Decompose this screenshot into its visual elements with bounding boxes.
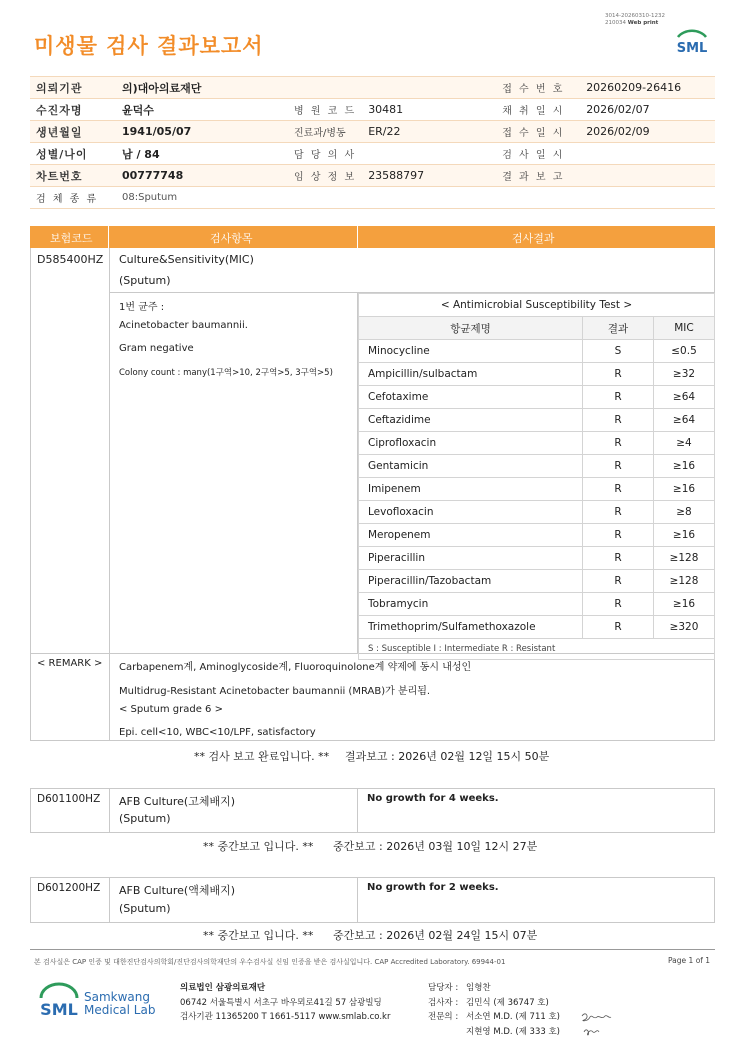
mic-value: ≥16 (654, 478, 715, 501)
remark-label: < REMARK > (37, 658, 103, 669)
sir-result: R (583, 547, 654, 570)
remark-line: Epi. cell<10, WBC<10/LPF, satisfactory (119, 727, 316, 738)
drug-name: Trimethoprim/Sulfamethoxazole (359, 616, 583, 639)
info-label: 검 사 일 시 (496, 143, 580, 165)
test1-code: D585400HZ (37, 253, 104, 266)
mic-value: ≥320 (654, 616, 715, 639)
table-row (359, 409, 715, 432)
page-number: Page 1 of 1 (668, 956, 711, 965)
info-value: 1941/05/07 (116, 121, 288, 143)
drug-name: Imipenem (359, 478, 583, 501)
doc-code: 3014-20260310-1232 (605, 13, 665, 19)
header-item: 검사항목 (210, 232, 253, 245)
info-value: 2026/02/07 (580, 99, 715, 121)
test1-report-time: 결과보고 : 2026년 02월 12일 15시 50분 (345, 750, 550, 763)
ast-col-drug: 항균제명 (359, 317, 583, 340)
info-label: 검 체 종 류 (30, 187, 116, 209)
info-value (580, 187, 715, 209)
info-value (362, 143, 496, 165)
test1-specimen: (Sputum) (119, 274, 171, 287)
table-row (359, 432, 715, 455)
drug-name: Ceftazidime (359, 409, 583, 432)
test2-name: AFB Culture(고체배지) (119, 795, 236, 808)
drug-name: Meropenem (359, 524, 583, 547)
sir-result: R (583, 432, 654, 455)
info-value: 윤덕수 (116, 99, 288, 121)
info-row (30, 143, 715, 165)
info-value: 남 / 84 (116, 143, 288, 165)
organism-name: Acinetobacter baumannii. (119, 320, 248, 331)
ast-title-row (359, 294, 715, 317)
result-header (30, 226, 715, 248)
signature (578, 1008, 614, 1041)
header-result: 검사결과 (512, 232, 555, 245)
doc-code-2: 210034 (605, 20, 626, 26)
staff-name: 임형찬 (466, 983, 491, 993)
info-label: 성별/나이 (30, 143, 116, 165)
table-row (359, 478, 715, 501)
ast-title: < Antimicrobial Susceptibility Test > (359, 294, 715, 317)
test2-specimen: (Sputum) (119, 812, 171, 825)
drug-name: Tobramycin (359, 593, 583, 616)
info-value: 2026/02/09 (580, 121, 715, 143)
drug-name: Gentamicin (359, 455, 583, 478)
footer-divider (30, 949, 715, 950)
colony-count: Colony count : many(1구역>10, 2구역>5, 3구역>5) (119, 368, 333, 378)
info-label: 임 상 정 보 (288, 165, 362, 187)
sir-result: R (583, 478, 654, 501)
info-label (288, 77, 362, 99)
remark-line: < Sputum grade 6 > (119, 704, 223, 715)
info-label: 담 당 의 사 (288, 143, 362, 165)
sir-result: R (583, 593, 654, 616)
document-id (605, 13, 665, 27)
brand-name (84, 991, 155, 1017)
test3-result: No growth for 2 weeks. (367, 882, 499, 893)
ast-legend: S : Susceptible I : Intermediate R : Resistant (359, 639, 715, 660)
drug-name: Minocycline (359, 340, 583, 363)
info-value: 00777748 (116, 165, 288, 187)
staff-role: 전문의 : (428, 1012, 459, 1022)
info-label: 접 수 일 시 (496, 121, 580, 143)
info-value (362, 187, 496, 209)
info-label: 병 원 코 드 (288, 99, 362, 121)
test3-code: D601200HZ (37, 882, 101, 894)
table-row (359, 547, 715, 570)
info-value: 20260209-26416 (580, 77, 715, 99)
test3-name: AFB Culture(액체배지) (119, 884, 236, 897)
test2-report-time: 중간보고 : 2026년 03월 10일 12시 27분 (333, 840, 538, 853)
accreditation-text: 본 검사실은 CAP 인증 및 대한진단검사의학회/진단검사의학재단의 우수검사실 신임 인증을 받은 검사실입니다. CAP Accredited Laboratory. 69944-01 (34, 958, 506, 966)
drug-name: Ampicillin/sulbactam (359, 363, 583, 386)
test3-report-time: 중간보고 : 2026년 02월 24일 15시 07분 (333, 929, 538, 942)
info-label: 생년월일 (30, 121, 116, 143)
mic-value: ≤0.5 (654, 340, 715, 363)
mic-value: ≥16 (654, 524, 715, 547)
test2-result: No growth for 4 weeks. (367, 793, 499, 804)
info-row (30, 187, 715, 209)
sml-footer-logo (36, 982, 82, 1025)
info-label (496, 187, 580, 209)
sir-result: R (583, 570, 654, 593)
table-row (359, 386, 715, 409)
info-label (288, 187, 362, 209)
ast-legend-row (359, 639, 715, 660)
mic-value: ≥128 (654, 547, 715, 570)
page-title: 미생물 검사 결과보고서 (34, 34, 264, 58)
staff-list (428, 981, 560, 1039)
gram-stain: Gram negative (119, 343, 194, 354)
info-value: 08:Sputum (116, 187, 288, 209)
mic-value: ≥8 (654, 501, 715, 524)
table-row (359, 455, 715, 478)
drug-name: Cefotaxime (359, 386, 583, 409)
footer-logo-text: SML (40, 1000, 78, 1019)
sir-result: R (583, 363, 654, 386)
org-address: 06742 서울특별시 서초구 바우뫼로41길 57 삼광빌딩 (180, 998, 382, 1008)
org-name: 의료법인 삼광의료재단 (180, 983, 266, 993)
table-row (359, 616, 715, 639)
mic-value: ≥32 (654, 363, 715, 386)
sir-result: R (583, 616, 654, 639)
drug-name: Ciprofloxacin (359, 432, 583, 455)
info-label: 접 수 번 호 (496, 77, 580, 99)
brand-line-2: Medical Lab (84, 1003, 156, 1017)
info-row (30, 121, 715, 143)
drug-name: Piperacillin (359, 547, 583, 570)
info-label: 차트번호 (30, 165, 116, 187)
table-row (359, 363, 715, 386)
sir-result: S (583, 340, 654, 363)
remark-line: Multidrug-Resistant Acinetobacter baumannii (MRAB)가 분리됨. (119, 686, 431, 697)
sir-result: R (583, 409, 654, 432)
mic-value: ≥16 (654, 455, 715, 478)
remark-line: Carbapenem계, Aminoglycoside계, Fluoroquinolone계 약제에 동시 내성인 (119, 662, 472, 673)
brand-line-1: Samkwang (84, 990, 150, 1004)
staff-role: 검사자 : (428, 997, 459, 1008)
test2-status: ** 중간보고 입니다. ** (203, 840, 314, 853)
mic-value: ≥64 (654, 386, 715, 409)
info-label: 진료과/병동 (288, 121, 362, 143)
web-print-label: Web print (627, 20, 659, 26)
mic-value: ≥16 (654, 593, 715, 616)
table-row (359, 570, 715, 593)
table-row (359, 501, 715, 524)
staff-name: 지현영 M.D. (제 333 호) (466, 1026, 561, 1037)
sml-logo (672, 25, 712, 62)
ast-table (358, 293, 715, 660)
staff-name: 서소연 M.D. (제 711 호) (466, 1012, 561, 1022)
header-code: 보험코드 (50, 232, 93, 245)
staff-role: 담당자 : (428, 983, 459, 993)
ast-header-row (359, 317, 715, 340)
sir-result: R (583, 501, 654, 524)
sir-result: R (583, 524, 654, 547)
test3-status: ** 중간보고 입니다. ** (203, 929, 314, 942)
org-contact: 검사기관 11365200 T 1661-5117 www.smlab.co.kr (180, 1012, 391, 1022)
info-label: 의뢰기관 (30, 77, 116, 99)
info-label: 수진자명 (30, 99, 116, 121)
info-value: 30481 (362, 99, 496, 121)
info-row (30, 165, 715, 187)
sir-result: R (583, 386, 654, 409)
info-value: ER/22 (362, 121, 496, 143)
info-label: 결 과 보 고 (496, 165, 580, 187)
table-row (359, 593, 715, 616)
info-row (30, 77, 715, 99)
info-value: 23588797 (362, 165, 496, 187)
info-label: 채 취 일 시 (496, 99, 580, 121)
drug-name: Levofloxacin (359, 501, 583, 524)
mic-value: ≥64 (654, 409, 715, 432)
ast-col-result: 결과 (583, 317, 654, 340)
drug-name: Piperacillin/Tazobactam (359, 570, 583, 593)
test2-code: D601100HZ (37, 793, 101, 805)
info-row (30, 99, 715, 121)
test1-status: ** 검사 보고 완료입니다. ** (194, 750, 330, 763)
info-value (580, 143, 715, 165)
info-value: 의)대아의료재단 (116, 77, 288, 99)
mic-value: ≥128 (654, 570, 715, 593)
info-value (362, 77, 496, 99)
info-value (580, 165, 715, 187)
isolate-label: 1번 균주 : (119, 302, 165, 313)
logo-text: SML (676, 41, 708, 56)
table-row (359, 524, 715, 547)
ast-col-mic: MIC (654, 317, 715, 340)
patient-info-table (30, 76, 715, 209)
staff-name: 김민식 (제 36747 호) (466, 997, 549, 1008)
table-row (359, 340, 715, 363)
test3-specimen: (Sputum) (119, 902, 171, 915)
test1-name: Culture&Sensitivity(MIC) (119, 253, 254, 266)
mic-value: ≥4 (654, 432, 715, 455)
sir-result: R (583, 455, 654, 478)
